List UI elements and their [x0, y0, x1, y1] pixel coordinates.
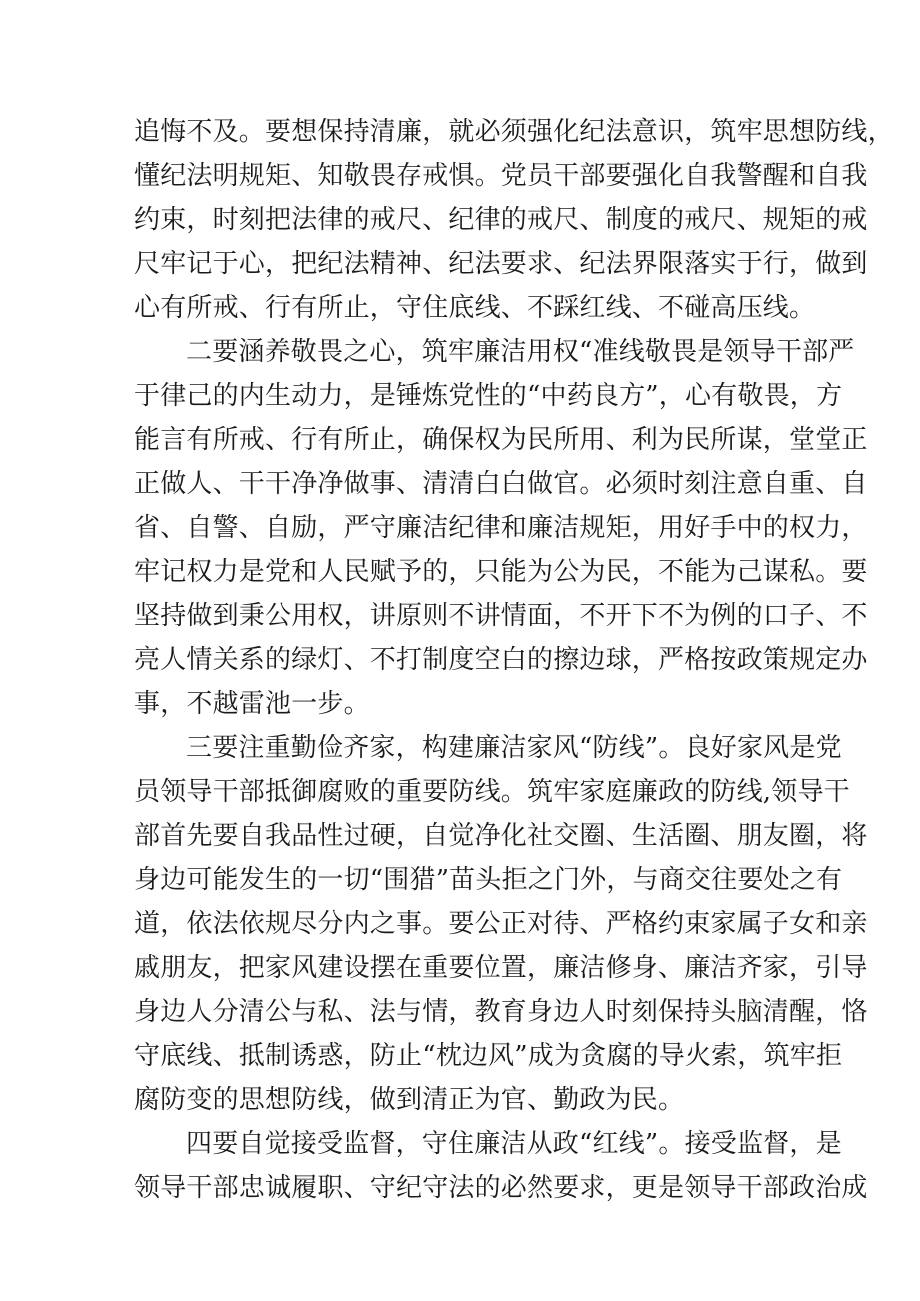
text-line: 腐防变的思想防线，做到清正为官、勤政为民。 — [134, 1085, 685, 1115]
text-line: 事，不越雷池一步。 — [134, 689, 370, 719]
text-line: 于律己的内生动力，是锤炼党性的“中药良方”，心有敬畏，方 — [134, 381, 843, 411]
text-line: 身边人分清公与私、法与情，教育身边人时刻保持头脑清醒，恪 — [134, 997, 868, 1027]
text-line: 尺牢记于心，把纪法精神、纪法要求、纪法界限落实于行，做到 — [134, 249, 868, 279]
text-line: 亮人情关系的绿灯、不打制度空白的擦边球，严格按政策规定办 — [134, 645, 868, 675]
text-line: 追悔不及。要想保持清廉，就必须强化纪法意识，筑牢思想防线， — [134, 117, 894, 147]
text-line: 领导干部忠诚履职、守纪守法的必然要求，更是领导干部政治成 — [134, 1173, 868, 1203]
text-line: 身边可能发生的一切“围猎”苗头拒之门外，与商交往要处之有 — [134, 865, 843, 895]
paragraph-start-line: 二要涵养敬畏之心，筑牢廉洁用权“准线敬畏是领导干部严 — [186, 337, 855, 367]
text-line: 省、自警、自励，严守廉洁纪律和廉洁规矩，用好手中的权力， — [134, 513, 868, 543]
text-line: 员领导干部抵御腐败的重要防线。筑牢家庭廉政的防线,领导干 — [134, 777, 850, 807]
text-line: 心有所戒、行有所止，守住底线、不踩红线、不碰高压线。 — [134, 293, 816, 323]
text-line: 坚持做到秉公用权，讲原则不讲情面，不开下不为例的口子、不 — [134, 601, 868, 631]
text-line: 正做人、干干净净做事、清清白白做官。必须时刻注意自重、自 — [134, 469, 868, 499]
text-line: 牢记权力是党和人民赋予的，只能为公为民，不能为己谋私。要 — [134, 557, 868, 587]
text-line: 道，依法依规尽分内之事。要公正对待、严格约束家属子女和亲 — [134, 909, 868, 939]
text-line: 能言有所戒、行有所止，确保权为民所用、利为民所谋，堂堂正 — [134, 425, 868, 455]
text-line: 部首先要自我品性过硬，自觉净化社交圈、生活圈、朋友圈，将 — [134, 821, 868, 851]
paragraph-start-line: 三要注重勤俭齐家，构建廉洁家风“防线”。良好家风是党 — [186, 733, 842, 763]
text-line: 约束，时刻把法律的戒尺、纪律的戒尺、制度的戒尺、规矩的戒 — [134, 205, 868, 235]
text-line: 懂纪法明规矩、知敬畏存戒惧。党员干部要强化自我警醒和自我 — [134, 161, 868, 191]
text-line: 戚朋友，把家风建设摆在重要位置，廉洁修身、廉洁齐家，引导 — [134, 953, 868, 983]
paragraph-start-line: 四要自觉接受监督，守住廉洁从政“红线”。接受监督，是 — [186, 1129, 842, 1159]
text-line: 守底线、抵制诱惑，防止“枕边风”成为贪腐的导火索，筑牢拒 — [134, 1041, 843, 1071]
